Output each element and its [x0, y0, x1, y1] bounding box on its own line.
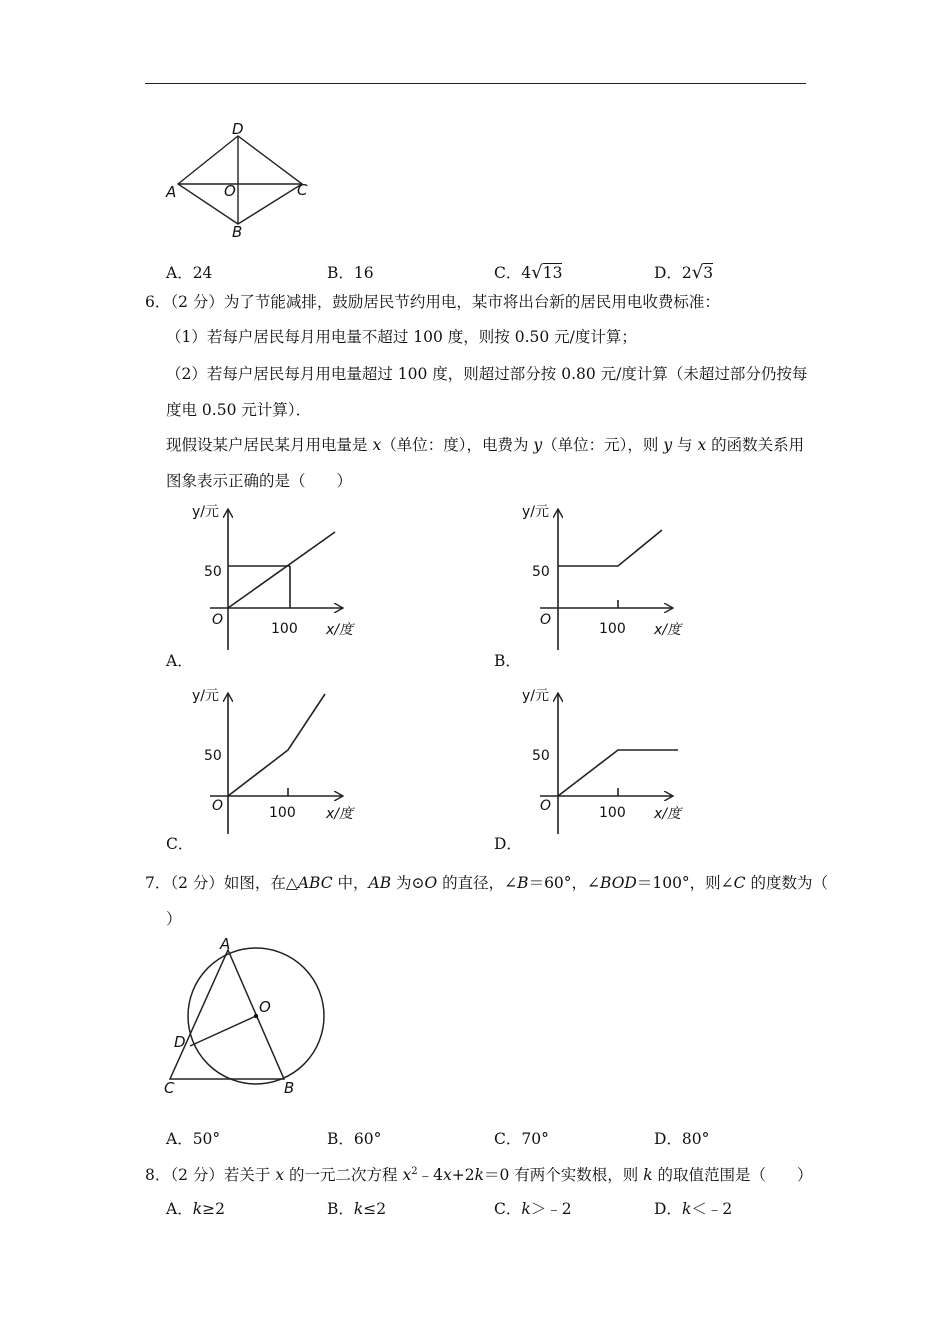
x-axis-label: x/度	[654, 806, 682, 822]
tick-label-100: 100	[599, 805, 626, 821]
q7-var-b: B	[517, 874, 529, 892]
q8-option-d-var: k	[681, 1200, 692, 1218]
x-axis-label: x/度	[654, 622, 682, 638]
q7-option-d[interactable]: D．80°	[654, 1130, 710, 1148]
label-b: B	[232, 223, 243, 241]
tick-label-100: 100	[271, 621, 298, 637]
q8-option-d-relation: ＜﹣2	[691, 1200, 733, 1218]
q8-option-a-prefix: A．	[166, 1200, 193, 1218]
q6-question-line1	[166, 435, 804, 455]
q5-option-c[interactable]	[494, 261, 562, 283]
label-o: O	[259, 998, 271, 1016]
q7-var-c: C	[733, 874, 746, 892]
tick-label-50: 50	[532, 748, 550, 764]
q7-option-a[interactable]: A．50°	[166, 1130, 221, 1148]
q6-var-x2: x	[697, 436, 707, 454]
q8-var-x: x	[275, 1166, 285, 1185]
x-axis-label: x/度	[326, 806, 354, 822]
q8-text-e: ＝0 有两个实数根，则	[483, 1166, 644, 1185]
q5-option-c-radicand: 13	[542, 264, 563, 282]
label-a: A	[166, 183, 177, 201]
q6-rule2-line2: 度电 0.50 元计算）．	[166, 401, 312, 419]
q8-option-a-var: k	[192, 1200, 203, 1218]
origin-label: O	[540, 612, 552, 628]
q5-option-c-prefix: C．4	[494, 264, 532, 282]
q6-option-c-label[interactable]: C．	[166, 835, 194, 853]
q8-text-b: 的一元二次方程	[284, 1166, 403, 1185]
label-a: A	[220, 935, 231, 953]
y-axis-label: y/元	[522, 504, 550, 520]
q8-var-x2: x	[402, 1166, 412, 1185]
tick-label-50: 50	[204, 564, 222, 580]
q8-var-k2: k	[643, 1166, 653, 1185]
tick-label-100: 100	[269, 805, 296, 821]
circle-triangle-figure	[158, 932, 338, 1097]
q8-text-d: +2	[451, 1166, 475, 1185]
q8-option-c-relation: ＞﹣2	[530, 1200, 572, 1218]
q6-graph-a[interactable]	[180, 500, 360, 650]
label-c: C	[297, 181, 308, 199]
header-rule	[145, 83, 806, 84]
q8-var-x3: x	[442, 1166, 452, 1185]
q6-option-d-label[interactable]: D．	[494, 835, 522, 853]
tick-label-100: 100	[599, 621, 626, 637]
origin-label: O	[540, 798, 552, 814]
q8-option-c[interactable]	[494, 1197, 572, 1219]
segment-od	[190, 1016, 256, 1046]
q8-text-a: （2 分）若关于	[170, 1166, 276, 1185]
q8-text-f: 的取值范围是（ ）	[652, 1166, 813, 1185]
q6-graph-c[interactable]	[180, 684, 360, 834]
q6-option-b-label[interactable]: B．	[494, 652, 521, 670]
q6-rule2-line1: （2）若每户居民每月用电量超过 100 度，则超过部分按 0.80 元/度计算（未超过部分仍按每	[166, 365, 808, 383]
q7-text-e: ＝60°，∠	[528, 874, 601, 892]
q8-option-d[interactable]	[654, 1197, 732, 1219]
q6-number: 6．	[145, 293, 171, 311]
y-axis-label: y/元	[192, 688, 220, 704]
q5-option-b[interactable]: B．16	[327, 264, 374, 282]
q6-rule1: （1）若每户居民每月用电量不超过 100 度，则按 0.50 元/度计算；	[166, 328, 637, 346]
q7-var-o: O	[424, 874, 438, 892]
tick-label-50: 50	[532, 564, 550, 580]
origin-label: O	[212, 612, 224, 628]
q6-graph-b[interactable]	[510, 500, 690, 650]
q7-stem	[145, 873, 828, 893]
q6-q-text-b: （单位：度），电费为	[381, 436, 534, 454]
q5-option-d-radicand: 3	[703, 264, 714, 282]
q6-graph-d[interactable]	[510, 684, 690, 834]
q8-stem	[145, 1162, 813, 1185]
q6-q-text-c: （单位：元），则	[542, 436, 664, 454]
q5-option-a[interactable]: A．24	[166, 264, 213, 282]
q7-text-g: 的度数为（	[745, 874, 828, 892]
q6-var-y: y	[533, 436, 543, 454]
q8-option-a-relation: ≥2	[202, 1200, 225, 1218]
label-d: D	[232, 120, 244, 138]
q7-text-d: 的直径，∠	[437, 874, 518, 892]
q8-option-a[interactable]	[166, 1197, 225, 1219]
q7-option-c[interactable]: C．70°	[494, 1130, 549, 1148]
label-o: O	[224, 182, 236, 200]
q6-stem	[145, 292, 720, 312]
sqrt-symbol: √	[691, 262, 704, 283]
q7-stem-close: ）	[166, 910, 182, 928]
q7-option-b[interactable]: B．60°	[327, 1130, 382, 1148]
label-d: D	[174, 1033, 186, 1051]
q6-q-text-e: 的函数关系用	[706, 436, 805, 454]
q8-option-c-prefix: C．	[494, 1200, 522, 1218]
q7-number: 7．	[145, 874, 171, 892]
q8-option-b[interactable]	[327, 1197, 386, 1219]
q8-option-c-var: k	[521, 1200, 531, 1218]
q5-option-d[interactable]	[654, 261, 713, 283]
q6-question-line2: 图象表示正确的是（ ）	[166, 472, 353, 490]
q6-var-y2: y	[663, 436, 673, 454]
center-point	[254, 1014, 258, 1018]
q7-text-f: ＝100°，则∠	[636, 874, 734, 892]
x-axis-label: x/度	[326, 622, 354, 638]
q7-var-ab: AB	[368, 874, 392, 892]
graph-line	[228, 694, 325, 796]
q6-option-a-label[interactable]: A．	[166, 652, 193, 670]
q7-text-a: （2 分）如图，在△	[170, 874, 298, 892]
q8-exponent: 2	[411, 1166, 418, 1177]
rhombus-figure	[160, 118, 320, 243]
q6-q-text-a: 现假设某户居民某月用电量是	[166, 436, 373, 454]
label-c: C	[164, 1079, 175, 1097]
graph-line	[228, 532, 335, 608]
q8-option-b-var: k	[353, 1200, 364, 1218]
q7-text-c: 为⊙	[391, 874, 425, 892]
y-axis-label: y/元	[522, 688, 550, 704]
tick-label-50: 50	[204, 748, 222, 764]
q8-option-d-prefix: D．	[654, 1200, 682, 1218]
q7-text-b: 中，	[332, 874, 369, 892]
sqrt-symbol: √	[531, 262, 543, 283]
label-b: B	[284, 1079, 295, 1097]
q8-number: 8．	[145, 1166, 171, 1185]
q7-var-bod: BOD	[600, 874, 637, 892]
origin-label: O	[212, 798, 224, 814]
rhombus-outline	[178, 136, 302, 224]
q8-option-b-relation: ≤2	[363, 1200, 387, 1218]
q8-var-k: k	[474, 1166, 484, 1185]
q6-var-x: x	[372, 436, 382, 454]
q6-stem-text: （2 分）为了节能减排，鼓励居民节约用电，某市将出台新的居民用电收费标准：	[170, 293, 720, 311]
q5-option-d-prefix: D．2	[654, 264, 692, 282]
q6-q-text-d: 与	[672, 436, 698, 454]
q7-var-abc: ABC	[297, 874, 333, 892]
y-axis-label: y/元	[192, 504, 220, 520]
q8-option-b-prefix: B．	[327, 1200, 354, 1218]
q8-text-c: ﹣4	[417, 1166, 443, 1185]
graph-line	[558, 530, 662, 566]
